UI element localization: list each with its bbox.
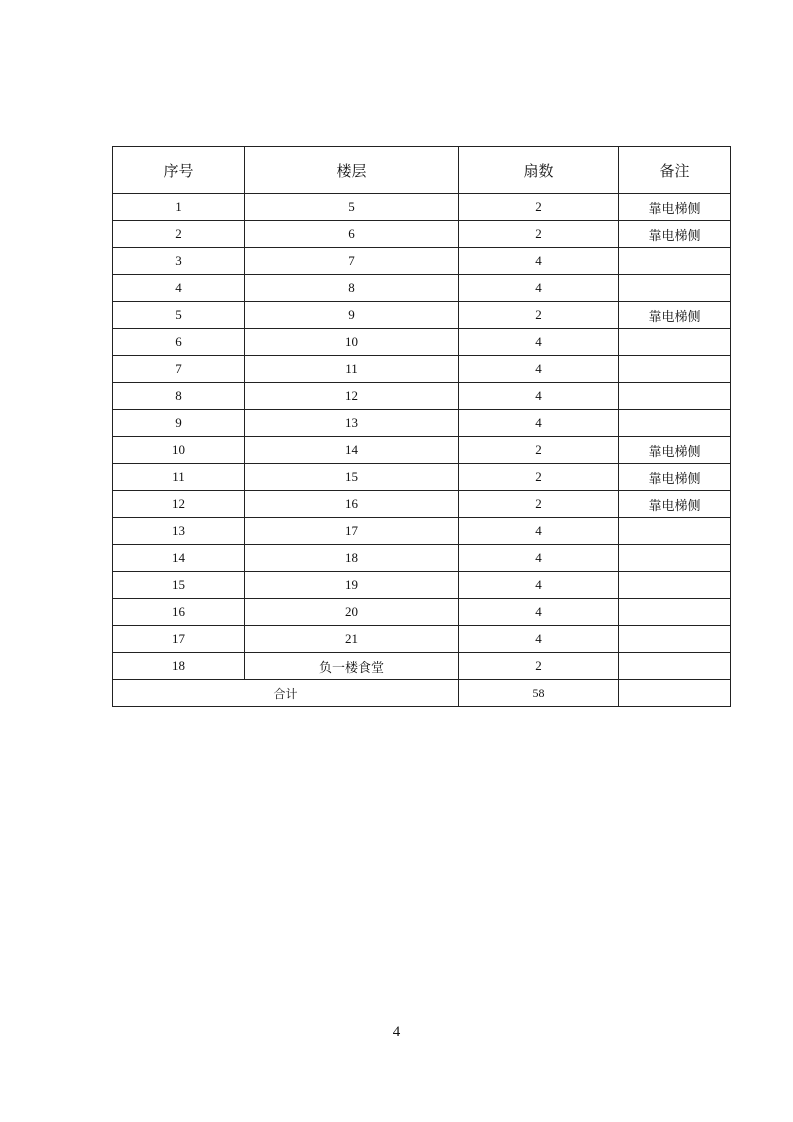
cell-serial: 2 (113, 221, 245, 248)
header-floor: 楼层 (245, 147, 459, 194)
cell-floor: 21 (245, 626, 459, 653)
cell-remark (619, 626, 731, 653)
cell-count: 4 (459, 410, 619, 437)
window-count-table (112, 146, 731, 707)
cell-count: 2 (459, 437, 619, 464)
cell-remark: 靠电梯侧 (619, 491, 731, 518)
cell-serial: 17 (113, 626, 245, 653)
cell-serial: 10 (113, 437, 245, 464)
cell-floor: 负一楼食堂 (245, 653, 459, 680)
total-remark (619, 680, 731, 707)
cell-serial: 15 (113, 572, 245, 599)
cell-remark (619, 545, 731, 572)
table-row (113, 437, 731, 464)
cell-count: 4 (459, 383, 619, 410)
cell-remark: 靠电梯侧 (619, 221, 731, 248)
cell-count: 2 (459, 221, 619, 248)
cell-floor: 5 (245, 194, 459, 221)
cell-floor: 13 (245, 410, 459, 437)
cell-floor: 9 (245, 302, 459, 329)
total-row (113, 680, 731, 707)
cell-floor: 17 (245, 518, 459, 545)
cell-remark (619, 572, 731, 599)
cell-remark (619, 383, 731, 410)
cell-count: 4 (459, 572, 619, 599)
cell-count: 2 (459, 653, 619, 680)
cell-serial: 5 (113, 302, 245, 329)
cell-floor: 8 (245, 275, 459, 302)
cell-remark: 靠电梯侧 (619, 437, 731, 464)
cell-remark (619, 356, 731, 383)
table-row (113, 383, 731, 410)
cell-remark: 靠电梯侧 (619, 464, 731, 491)
cell-count: 4 (459, 518, 619, 545)
table-header-row (113, 147, 731, 194)
table-row (113, 518, 731, 545)
table-row (113, 356, 731, 383)
cell-floor: 15 (245, 464, 459, 491)
cell-count: 2 (459, 302, 619, 329)
table-row (113, 221, 731, 248)
cell-count: 2 (459, 491, 619, 518)
cell-floor: 16 (245, 491, 459, 518)
cell-serial: 9 (113, 410, 245, 437)
cell-floor: 6 (245, 221, 459, 248)
header-serial: 序号 (113, 147, 245, 194)
cell-floor: 20 (245, 599, 459, 626)
table-row (113, 329, 731, 356)
cell-serial: 13 (113, 518, 245, 545)
table-row (113, 410, 731, 437)
table-body (113, 194, 731, 680)
cell-floor: 10 (245, 329, 459, 356)
cell-count: 4 (459, 599, 619, 626)
total-label: 合计 (113, 680, 459, 707)
cell-count: 4 (459, 275, 619, 302)
cell-remark (619, 275, 731, 302)
cell-remark: 靠电梯侧 (619, 302, 731, 329)
table-row (113, 626, 731, 653)
cell-count: 4 (459, 356, 619, 383)
cell-count: 4 (459, 626, 619, 653)
cell-remark (619, 518, 731, 545)
cell-remark (619, 329, 731, 356)
cell-floor: 12 (245, 383, 459, 410)
cell-serial: 14 (113, 545, 245, 572)
cell-count: 2 (459, 464, 619, 491)
table-row (113, 572, 731, 599)
table-row (113, 302, 731, 329)
table-row (113, 599, 731, 626)
cell-count: 2 (459, 194, 619, 221)
cell-floor: 19 (245, 572, 459, 599)
cell-count: 4 (459, 545, 619, 572)
cell-serial: 6 (113, 329, 245, 356)
page-number: 4 (392, 1024, 401, 1040)
table-row (113, 248, 731, 275)
table-row (113, 491, 731, 518)
cell-serial: 16 (113, 599, 245, 626)
cell-count: 4 (459, 329, 619, 356)
cell-remark (619, 653, 731, 680)
header-remark: 备注 (619, 147, 731, 194)
cell-remark: 靠电梯侧 (619, 194, 731, 221)
cell-remark (619, 248, 731, 275)
cell-count: 4 (459, 248, 619, 275)
table-row (113, 194, 731, 221)
table-row (113, 545, 731, 572)
total-count: 58 (459, 680, 619, 707)
cell-serial: 8 (113, 383, 245, 410)
cell-serial: 11 (113, 464, 245, 491)
cell-remark (619, 410, 731, 437)
cell-floor: 18 (245, 545, 459, 572)
cell-floor: 14 (245, 437, 459, 464)
cell-serial: 3 (113, 248, 245, 275)
cell-serial: 18 (113, 653, 245, 680)
table-row (113, 275, 731, 302)
header-count: 扇数 (459, 147, 619, 194)
cell-serial: 12 (113, 491, 245, 518)
table-row (113, 464, 731, 491)
cell-floor: 7 (245, 248, 459, 275)
table-row (113, 653, 731, 680)
cell-floor: 11 (245, 356, 459, 383)
cell-serial: 7 (113, 356, 245, 383)
cell-remark (619, 599, 731, 626)
cell-serial: 4 (113, 275, 245, 302)
cell-serial: 1 (113, 194, 245, 221)
